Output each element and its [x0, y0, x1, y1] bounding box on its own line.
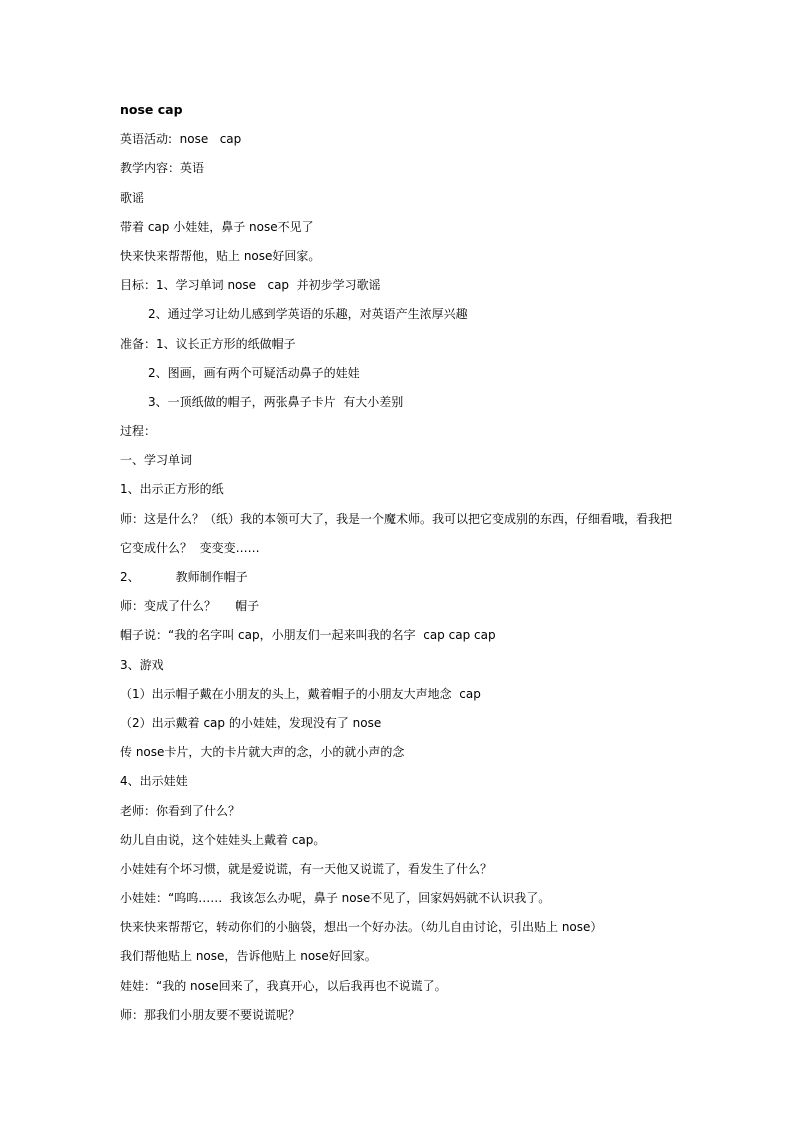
step-1-line: 1、出示正方形的纸 [120, 482, 224, 497]
game-line-1: （1）出示帽子戴在小朋友的头上，戴着帽子的小朋友大声地念 cap [120, 686, 481, 701]
prep-line-3: 3、一顶纸做的帽子，两张鼻子卡片 有大小差别 [148, 394, 404, 409]
prep-line-1: 准备：1、议长正方形的纸做帽子 [120, 336, 296, 351]
step-3-line: 3、游戏 [120, 657, 164, 672]
story-line: 小娃娃有个坏习惯，就是爱说谎，有一天他又说谎了，看发生了什么？ [120, 861, 493, 876]
doll-happy-line: 娃娃：“我的 nose回来了，我真开心，以后我再也不说谎了。 [120, 978, 447, 993]
step-2-number: 2、 [120, 570, 140, 584]
step-4-line: 4、出示娃娃 [120, 774, 188, 789]
card-pass-line: 传 nose卡片，大的卡片就大声的念，小的就小声的念 [120, 745, 405, 760]
section-one-heading: 一、学习单词 [120, 453, 193, 468]
teacher-line-1: 师：这是什么？（纸）我的本领可大了，我是一个魔术师。我可以把它变成别的东西，仔细看哦，看我把 [120, 511, 673, 526]
content-line: 教学内容：英语 [120, 161, 205, 176]
doll-cry-line: 小娃娃：“呜呜…… 我该怎么办呢，鼻子 nose不见了，回家妈妈就不认识我了。 [120, 891, 551, 906]
closing-question-line: 师：那我们小朋友要不要说谎呢？ [120, 1007, 301, 1022]
teacher-question-line: 师：变成了什么？ 帽子 [120, 599, 260, 614]
document-title: nose cap [120, 102, 183, 117]
game-line-2: （2）出示戴着 cap 的小娃娃，发现没有了 nose [120, 715, 382, 730]
help-line: 快来快来帮帮它，转动你们的小脑袋，想出一个好办法。（幼儿自由讨论，引出贴上 nose） [120, 920, 603, 935]
teacher-line-2: 它变成什么？ 变变变…… [120, 540, 260, 555]
song-line-1: 带着 cap 小娃娃，鼻子 nose不见了 [120, 219, 314, 234]
process-heading: 过程： [120, 424, 157, 439]
teacher-ask-line: 老师：你看到了什么？ [120, 803, 241, 818]
document-body [120, 100, 690, 1034]
song-line-2: 快来快来帮帮他，贴上 nose好回家。 [120, 248, 321, 263]
goal-line-1: 目标：1、学习单词 nose cap 并初步学习歌谣 [120, 278, 381, 293]
children-answer-line: 幼儿自由说，这个娃娃头上戴着 cap。 [120, 832, 326, 847]
song-heading: 歌谣 [120, 190, 145, 205]
activity-line: 英语活动: nose cap [120, 132, 242, 147]
stick-nose-line: 我们帮他贴上 nose，告诉他贴上 nose好回家。 [120, 949, 377, 964]
hat-says-line: 帽子说：“我的名字叫 cap，小朋友们一起来叫我的名字 cap cap cap [120, 628, 496, 643]
goal-line-2: 2、通过学习让幼儿感到学英语的乐趣，对英语产生浓厚兴趣 [148, 307, 468, 322]
step-2-line [120, 567, 690, 596]
prep-line-2: 2、图画，画有两个可疑活动鼻子的娃娃 [148, 365, 360, 380]
step-2-text: 教师制作帽子 [175, 570, 248, 584]
